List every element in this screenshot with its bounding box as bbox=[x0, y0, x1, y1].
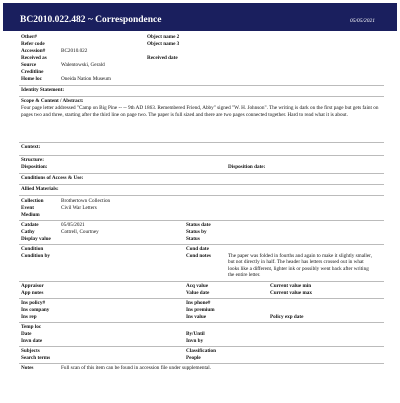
record-date: 05/05/2021 bbox=[349, 18, 375, 24]
row-cathy bbox=[0, 229, 400, 235]
event-value: Civil War Letters bbox=[61, 205, 97, 211]
row-date bbox=[0, 331, 400, 337]
row-display-value bbox=[0, 236, 400, 242]
ins-premium-label: Ins premium bbox=[186, 307, 215, 313]
structure-heading: Structure: bbox=[21, 157, 44, 163]
cathy-label: Cathy bbox=[21, 229, 35, 235]
invn-date-label: Invn date bbox=[21, 338, 43, 344]
context-heading: Context: bbox=[21, 144, 41, 150]
condition-by-label: Condition by bbox=[21, 253, 50, 259]
row-ins-policy bbox=[0, 300, 400, 306]
collection-value: Brothertown Collection bbox=[61, 198, 111, 204]
row-medium bbox=[0, 212, 400, 218]
status-label: Status bbox=[186, 236, 200, 242]
row-invn-date bbox=[0, 338, 400, 344]
home-loc-value: Oneida Nation Museum bbox=[61, 76, 111, 82]
row-search-terms bbox=[0, 355, 400, 361]
divider bbox=[19, 184, 384, 185]
divider bbox=[19, 195, 384, 196]
conditions-heading: Conditions of Access & Use: bbox=[21, 175, 84, 181]
row-condition bbox=[0, 246, 400, 252]
divider bbox=[19, 281, 384, 282]
app-notes-label: App notes bbox=[21, 290, 44, 296]
row-source bbox=[0, 62, 400, 68]
cond-date-label: Cond date bbox=[186, 246, 209, 252]
row-event bbox=[0, 205, 400, 211]
row-accession bbox=[0, 48, 400, 54]
divider bbox=[19, 85, 384, 86]
divider bbox=[19, 220, 384, 221]
row-other bbox=[0, 34, 400, 40]
subjects-label: Subjects bbox=[21, 348, 40, 354]
divider bbox=[19, 346, 384, 347]
row-temp-loc bbox=[0, 324, 400, 330]
invn-by-label: Invn by bbox=[186, 338, 204, 344]
scope-text: Four page letter addressed "Camp on Big Pine -- -- 9th AD 1863. Remembered Friend, Abby" signed "W. H. Johnson". The writing is dark on the first page but gets faint on pages two and three, starting after the third line on page two. The paper is full sized and there are two pages connected together. Hard to read what it is about. bbox=[21, 105, 379, 118]
status-by-label: Status by bbox=[186, 229, 207, 235]
allied-heading: Allied Materials: bbox=[21, 186, 59, 192]
source-value: Walentowski, Gerald bbox=[61, 62, 105, 68]
creditline-label: Creditline bbox=[21, 69, 44, 75]
current-value-max-label: Current value max bbox=[270, 290, 312, 296]
appraisor-label: Appraisor bbox=[21, 283, 44, 289]
row-home-loc bbox=[0, 76, 400, 82]
classification-label: Classification bbox=[186, 348, 216, 354]
disposition-date-label: Disposition date: bbox=[228, 164, 266, 170]
row-disposition bbox=[0, 164, 400, 170]
home-loc-label: Home loc bbox=[21, 76, 42, 82]
notes-label: Notes bbox=[21, 365, 34, 371]
by-until-label: By/Until bbox=[186, 331, 205, 337]
display-value-label: Display value bbox=[21, 236, 51, 242]
row-creditline bbox=[0, 69, 400, 75]
ins-company-label: Ins company bbox=[21, 307, 50, 313]
cathy-value: Cottrell, Courtney bbox=[61, 229, 99, 235]
ins-phone-label: Ins phone# bbox=[186, 300, 211, 306]
row-appraisor bbox=[0, 283, 400, 289]
object-name-2-label: Object name 2 bbox=[147, 34, 180, 40]
row-catdate bbox=[0, 222, 400, 228]
row-received bbox=[0, 55, 400, 61]
divider bbox=[19, 322, 384, 323]
row-collection bbox=[0, 198, 400, 204]
record-title: BC2010.022.482 ~ Correspondence bbox=[20, 15, 162, 25]
divider bbox=[19, 244, 384, 245]
received-date-label: Received date bbox=[147, 55, 178, 61]
divider bbox=[19, 96, 384, 97]
condition-label: Condition bbox=[21, 246, 44, 252]
record-header bbox=[3, 3, 397, 31]
status-date-label: Status date bbox=[186, 222, 211, 228]
row-app-notes bbox=[0, 290, 400, 296]
disposition-label: Disposition: bbox=[21, 164, 48, 170]
ins-value-label: Ins value bbox=[186, 314, 207, 320]
accession-label: Accession# bbox=[21, 48, 46, 54]
cond-notes-label: Cond notes bbox=[186, 253, 211, 259]
row-subjects bbox=[0, 348, 400, 354]
temp-loc-label: Temp loc bbox=[21, 324, 42, 330]
other-label: Other# bbox=[21, 34, 37, 40]
accession-value: BC2010.022 bbox=[61, 48, 88, 54]
current-value-min-label: Current value min bbox=[270, 283, 312, 289]
cond-notes-value: The paper was folded in fourths and again to make it slightly smaller, but not directly in half. The header has letters crossed out in what looks like a different, lighter ink or possibly went back after writing the entire letter. bbox=[228, 253, 372, 279]
divider bbox=[19, 298, 384, 299]
divider bbox=[19, 142, 384, 143]
ins-rep-label: Ins rep bbox=[21, 314, 37, 320]
row-ins-company bbox=[0, 307, 400, 313]
ins-policy-label: Ins policy# bbox=[21, 300, 46, 306]
divider bbox=[19, 155, 384, 156]
catdate-label: Catdate bbox=[21, 222, 39, 228]
search-terms-label: Search terms bbox=[21, 355, 51, 361]
value-date-label: Value date bbox=[186, 290, 210, 296]
refer-code-label: Refer code bbox=[21, 41, 45, 47]
row-refer bbox=[0, 41, 400, 47]
collection-label: Collection bbox=[21, 198, 44, 204]
received-as-label: Received as bbox=[21, 55, 47, 61]
catdate-value: 05/05/2021 bbox=[61, 222, 85, 228]
divider bbox=[19, 173, 384, 174]
row-ins-rep bbox=[0, 314, 400, 320]
scope-heading: Scope & Content / Abstract: bbox=[21, 98, 84, 104]
date-label: Date bbox=[21, 331, 32, 337]
source-label: Source bbox=[21, 62, 37, 68]
notes-value: Full scan of this item can be found in accession file under supplemental. bbox=[61, 365, 211, 371]
divider bbox=[19, 363, 384, 364]
event-label: Event bbox=[21, 205, 34, 211]
acq-value-label: Acq value bbox=[186, 283, 209, 289]
people-label: People bbox=[186, 355, 201, 361]
object-name-3-label: Object name 3 bbox=[147, 41, 180, 47]
policy-exp-label: Policy exp date bbox=[270, 314, 304, 320]
row-notes bbox=[0, 365, 400, 371]
identity-heading: Identity Statement: bbox=[21, 87, 65, 93]
medium-label: Medium bbox=[21, 212, 40, 218]
